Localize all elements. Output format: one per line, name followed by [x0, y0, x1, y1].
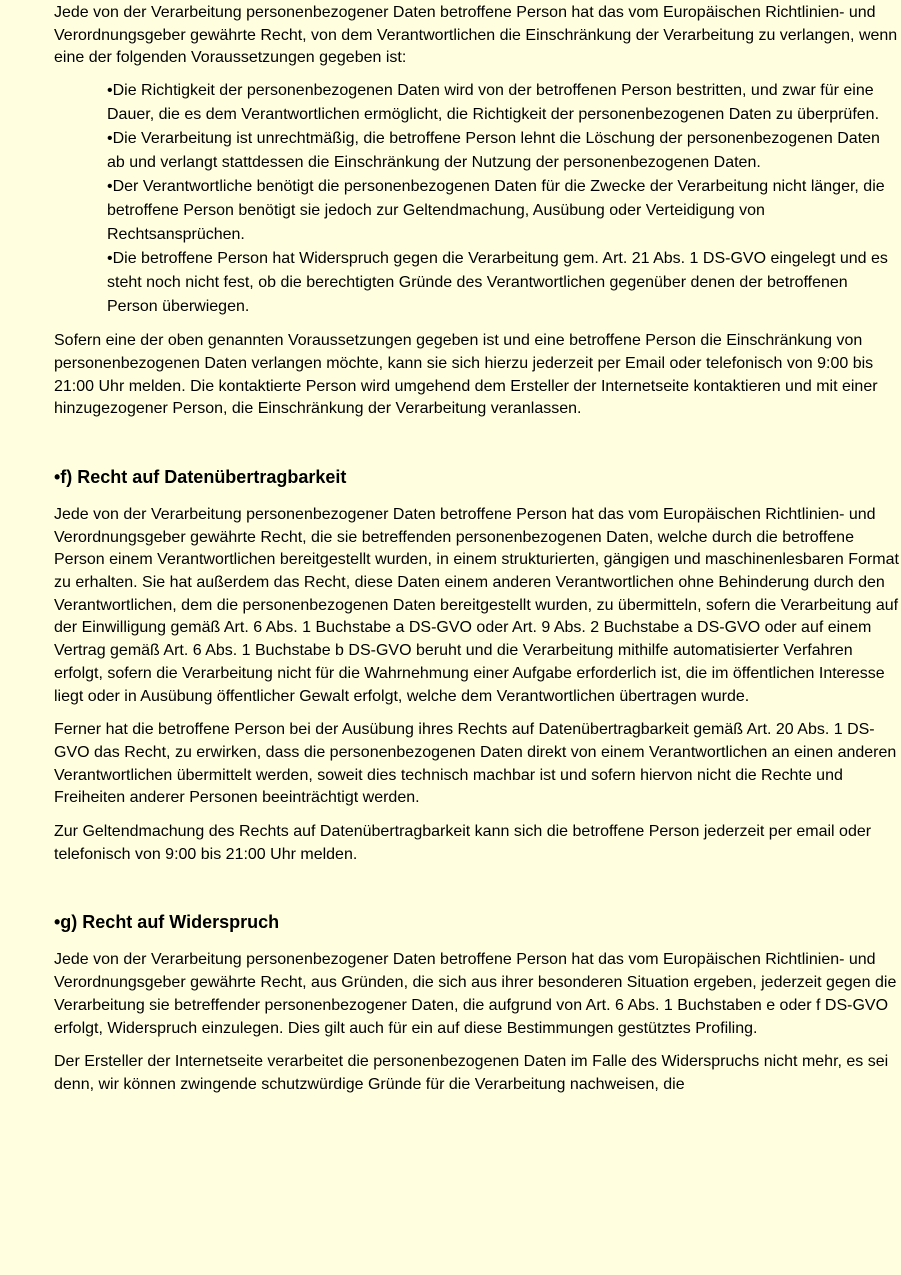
document-body — [54, 0, 901, 1097]
restriction-conditions-list — [54, 79, 901, 319]
objection-paragraph-2: Der Ersteller der Internetseite verarbeitet die personenbezogenen Daten im Falle des Widerspruchs nicht mehr, es sei denn, wir können zwingende schutzwürdige Gründe für die Verarbeitung nachweisen, die — [54, 1053, 889, 1093]
objection-paragraph-1: Jede von der Verarbeitung personenbezogener Daten betroffene Person hat das vom Europäischen Richtlinien- und Verordnungsgeber gewährte Recht, aus Gründen, die sich aus ihrer besonderen Situation ergeben, jederzeit gegen die Verarbeitung sie betreffender personenbezogener Daten, die aufgrund von Art. 6 Abs. 1 Buchstaben e oder f DS-GVO erfolgt, Widerspruch einzulegen. Dies gilt auch für ein auf diese Bestimmungen gestütztes Profiling. — [54, 951, 897, 1037]
portability-paragraph-2: Ferner hat die betroffene Person bei der Ausübung ihres Rechts auf Datenübertragbarkeit gemäß Art. 20 Abs. 1 DS-GVO das Recht, zu erwirken, dass die personenbezogenen Daten direkt von einem Verantwortlichen an einen anderen Verantwortlichen übermittelt werden, soweit dies technisch machbar ist und sofern hiervon nicht die Rechte und Freiheiten anderer Personen beeinträchtigt werden. — [54, 721, 897, 807]
list-item: •Die betroffene Person hat Widerspruch gegen die Verarbeitung gem. Art. 21 Abs. 1 DS-GVO eingelegt und es steht noch nicht fest, ob die berechtigten Gründe des Verantwortlichen gegenüber denen der betroffenen Person überwiegen. — [107, 250, 888, 316]
section-heading-right-to-object: •g) Recht auf Widerspruch — [54, 912, 280, 933]
list-item: •Die Verarbeitung ist unrechtmäßig, die betroffene Person lehnt die Löschung der personenbezogenen Daten ab und verlangt stattdessen die Einschränkung der Nutzung der personenbezogenen Daten. — [107, 130, 880, 172]
list-item: •Der Verantwortliche benötigt die personenbezogenen Daten für die Zwecke der Verarbeitung nicht länger, die betroffene Person benötigt sie jedoch zur Geltendmachung, Ausübung oder Verteidigung von Rechtsansprüchen. — [107, 178, 885, 244]
restriction-contact-paragraph: Sofern eine der oben genannten Voraussetzungen gegeben ist und eine betroffene Person die Einschränkung von personenbezogenen Daten verlangen möchte, kann sie sich hierzu jederzeit per Email oder telefonisch von 9:00 bis 21:00 Uhr melden. Die kontaktierte Person wird umgehend dem Ersteller der Internetseite kontaktieren und mit einer hinzugezogener Person, die Einschränkung der Verarbeitung veranlassen. — [54, 332, 878, 418]
section-heading-data-portability: •f) Recht auf Datenübertragbarkeit — [54, 466, 347, 487]
portability-paragraph-1: Jede von der Verarbeitung personenbezogener Daten betroffene Person hat das vom Europäischen Richtlinien- und Verordnungsgeber gewährte Recht, die sie betreffenden personenbezogenen Daten, welche durch die betroffene Person einem Verantwortlichen bereitgestellt wurden, in einem strukturierten, gängigen und maschinenlesbaren Format zu erhalten. Sie hat außerdem das Recht, diese Daten einem anderen Verantwortlichen ohne Behinderung durch den Verantwortlichen, dem die personenbezogenen Daten bereitgestellt wurden, zu übermitteln, sofern die Verarbeitung auf der Einwilligung gemäß Art. 6 Abs. 1 Buchstabe a DS-GVO oder Art. 9 Abs. 2 Buchstabe a DS-GVO oder auf einem Vertrag gemäß Art. 6 Abs. 1 Buchstabe b DS-GVO beruht und die Verarbeitung mithilfe automatisierter Verfahren erfolgt, sofern die Verarbeitung nicht für die Wahrnehmung einer Aufgabe erforderlich ist, die im öffentlichen Interesse liegt oder in Ausübung öffentlicher Gewalt erfolgt, welche dem Verantwortlichen übertragen wurde. — [54, 505, 899, 705]
restriction-intro-paragraph: Jede von der Verarbeitung personenbezogener Daten betroffene Person hat das vom Europäischen Richtlinien- und Verordnungsgeber gewährte Recht, von dem Verantwortlichen die Einschränkung der Verarbeitung zu verlangen, wenn eine der folgenden Voraussetzungen gegeben ist: — [54, 4, 898, 67]
portability-paragraph-3: Zur Geltendmachung des Rechts auf Datenübertragbarkeit kann sich die betroffene Person jederzeit per email oder telefonisch von 9:00 bis 21:00 Uhr melden. — [54, 823, 872, 863]
list-item: •Die Richtigkeit der personenbezogenen Daten wird von der betroffenen Person bestritten, und zwar für eine Dauer, die es dem Verantwortlichen ermöglicht, die Richtigkeit der personenbezogenen Daten zu überprüfen. — [107, 82, 880, 124]
